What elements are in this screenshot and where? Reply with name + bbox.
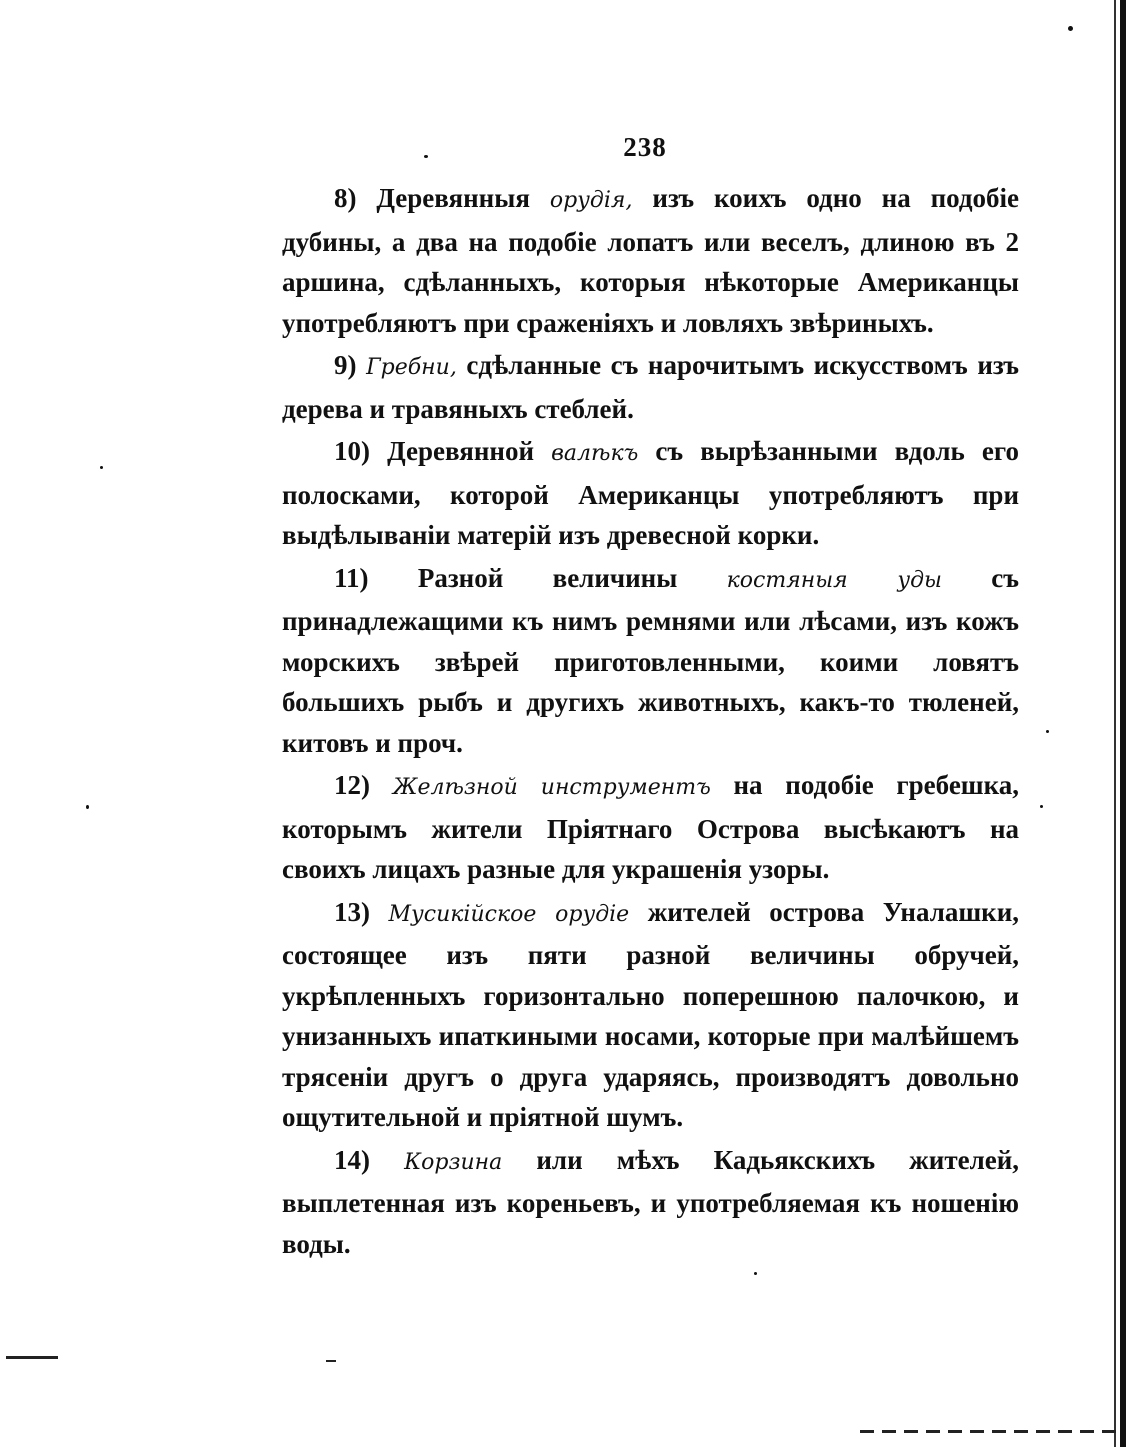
paragraph-9: [282, 345, 1019, 429]
paragraph-lead: Деревянной: [387, 436, 535, 466]
item-term: костяныя уды: [726, 567, 942, 593]
page-edge-line: [1114, 0, 1116, 1447]
item-term: Корзина: [404, 1149, 503, 1175]
paragraph-11: [282, 558, 1019, 764]
paragraph-body: изъ коихъ одно на подобіе дубины, а два на подобіе лопатъ или веселъ, длиною въ 2 аршина, сдѣланныхъ, которыя нѣкоторые Американцы употребляютъ при сраженіяхъ и ловляхъ звѣриныхъ.: [282, 183, 1020, 338]
scan-dash: [326, 1360, 336, 1362]
paragraph-body: жителей острова Уналашки, состоящее изъ пяти разной величины обручей, укрѣпленныхъ горизонтально поперешною палочкою, и унизанныхъ ипаткиными носами, которые при малѣйшемъ трясеніи другъ о друга ударяясь, производятъ довольно ощутительной и пріятной шумъ.: [282, 896, 1020, 1132]
scan-speck: [1040, 805, 1043, 808]
paragraph-number: 13): [334, 896, 370, 927]
paragraph-body: на подобіе гребешка, которымъ жители Пріятнаго Острова высѣкаютъ на своихъ лицахъ разные для украшенія узоры.: [282, 770, 1019, 884]
paragraph-number: 14): [334, 1144, 370, 1175]
scan-speck: [100, 466, 103, 469]
paragraph-number: 9): [334, 350, 357, 380]
paragraph-8: [282, 178, 1019, 343]
page-edge-shadow: [1120, 0, 1126, 1447]
scan-bottom-rule: [860, 1430, 1120, 1433]
paragraph-lead: Деревянныя: [376, 183, 530, 213]
paragraph-13: [282, 892, 1019, 1138]
item-term: валѣкъ: [551, 441, 639, 466]
paragraph-lead: Разной величины: [417, 562, 678, 593]
paragraph-14: [282, 1140, 1019, 1265]
scan-speck: [754, 1272, 757, 1275]
paragraph-body: съ вырѣзанными вдоль его полосками, которой Американцы употребляютъ при выдѣлываніи матерій изъ древесной корки.: [282, 436, 1020, 550]
item-term: Гребни,: [366, 355, 457, 380]
scan-speck: [1068, 26, 1073, 31]
scan-dash: [6, 1356, 58, 1359]
paragraph-body: съ принадлежащими къ нимъ ремнями или лѣсами, изъ кожъ морскихъ звѣрей приготовленными, коими ловятъ большихъ рыбъ и другихъ животныхъ, какъ-то тюленей, китовъ и проч.: [282, 562, 1019, 758]
paragraph-body: сдѣланные съ нарочитымъ искусствомъ изъ дерева и травяныхъ стеблей.: [282, 350, 1020, 424]
paragraph-number: 10): [334, 436, 370, 466]
item-term: орудія,: [549, 188, 633, 213]
paragraph-body: или мѣхъ Кадьякскихъ жителей, выплетенная изъ кореньевъ, и употребляемая къ ношенію воды.: [282, 1144, 1020, 1259]
scan-speck: [86, 805, 89, 809]
paragraph-number: 12): [334, 770, 370, 800]
scan-speck: [1046, 730, 1049, 733]
page-number: 238: [623, 132, 667, 162]
item-term: Желѣзной инструментъ: [392, 775, 711, 800]
scan-speck: [424, 155, 428, 158]
paragraph-number: 11): [334, 562, 369, 593]
paragraph-10: [282, 431, 1019, 556]
paragraph-12: [282, 765, 1019, 890]
item-term: Мусикійское орудіе: [388, 901, 630, 927]
paragraph-number: 8): [334, 183, 357, 213]
text-block: [282, 178, 1019, 1266]
